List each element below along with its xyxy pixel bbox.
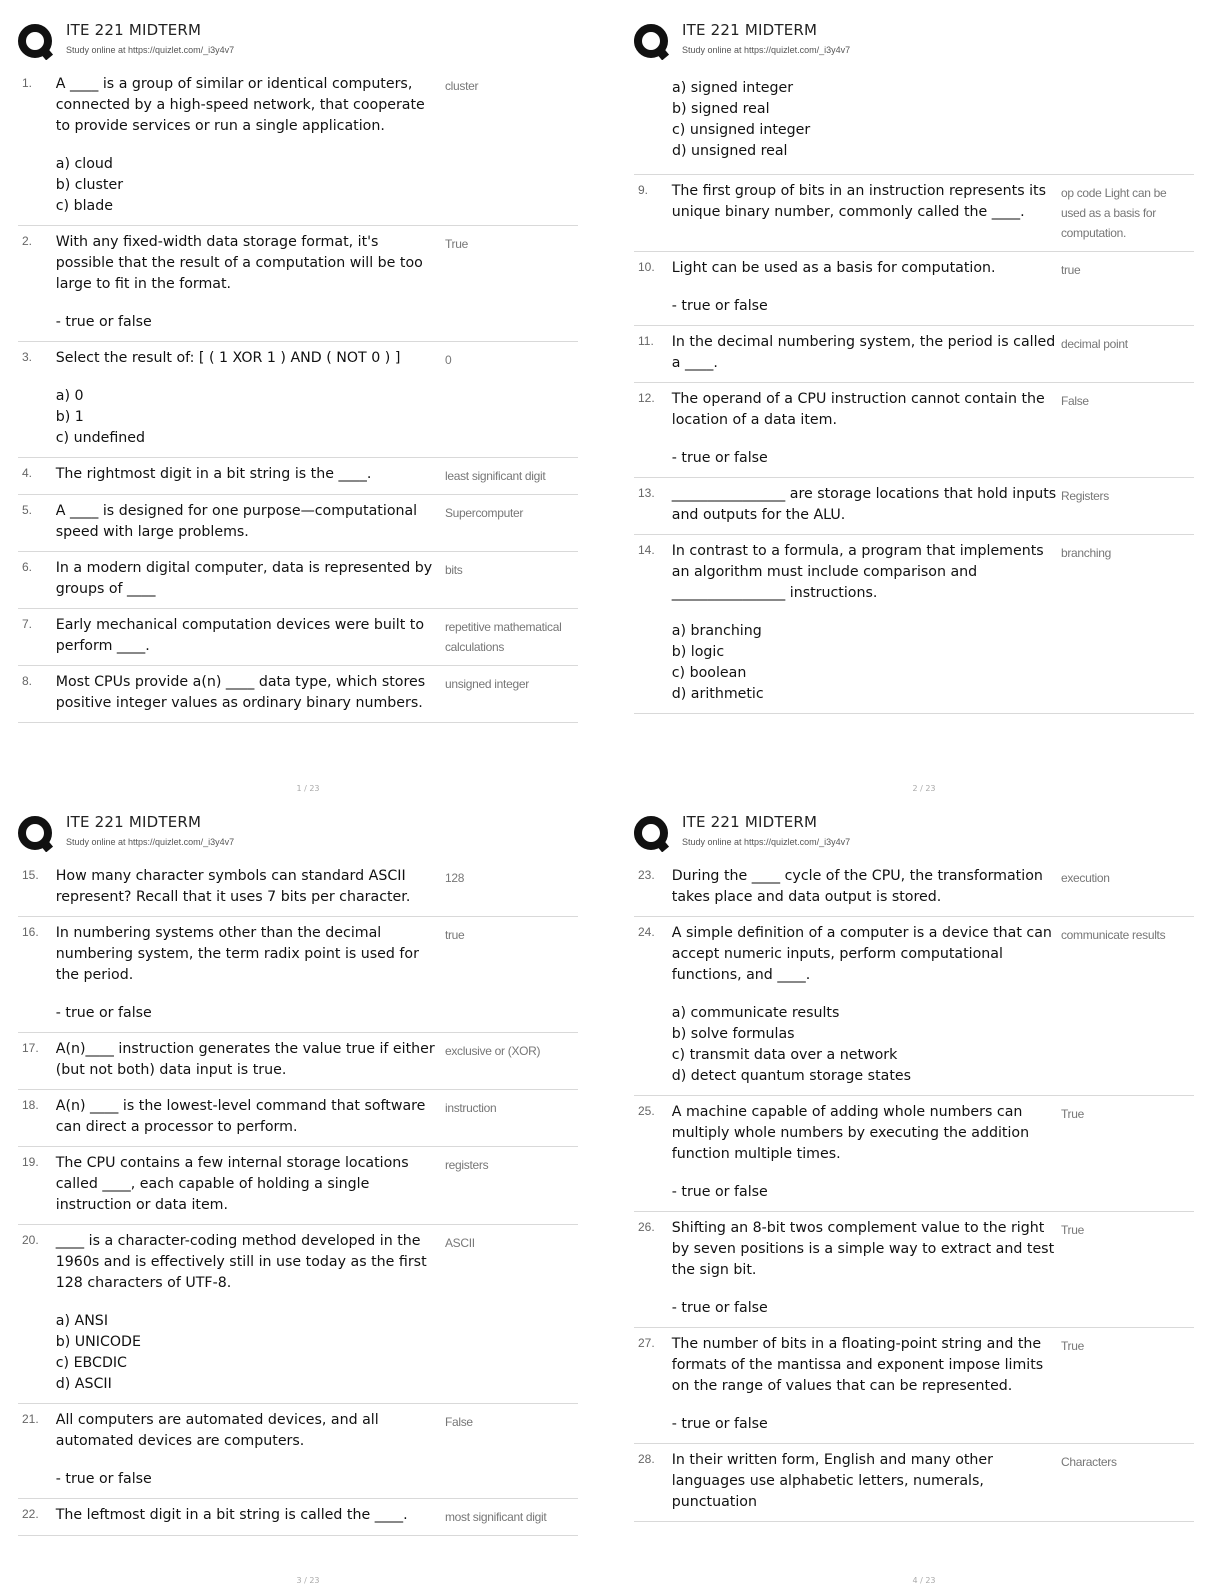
question-text: The operand of a CPU instruction cannot contain the location of a data item. (671, 391, 1045, 428)
answer-option: - true or false (55, 1471, 152, 1487)
question-row (18, 1225, 578, 1404)
answer-option: c) transmit data over a network (671, 1047, 898, 1063)
page-number: 3 / 23 (296, 1576, 320, 1585)
question-body (672, 1450, 1057, 1513)
question-row (18, 68, 578, 226)
answer-option: b) cluster (55, 177, 124, 193)
answer-options (672, 448, 1057, 469)
question-number: 9. (638, 183, 649, 197)
question-row (18, 666, 578, 723)
question-list (634, 860, 1194, 1522)
question-number: 15. (22, 868, 39, 882)
question-number: 4. (22, 466, 33, 480)
answer-option: - true or false (671, 1184, 768, 1200)
question-text: The rightmost digit in a bit string is the ____. (55, 466, 372, 482)
answer-text: bits (444, 563, 463, 577)
answer-text: True (1060, 1339, 1084, 1353)
question-row (634, 917, 1194, 1096)
answer-option: b) signed real (672, 101, 770, 117)
document-page (634, 810, 1214, 1585)
question-number: 7. (22, 617, 33, 631)
quizlet-logo-icon (634, 24, 670, 60)
question-row (18, 342, 578, 458)
question-number: 8. (22, 674, 33, 688)
question-text: In numbering systems other than the decimal numbering system, the term radix point is used for the period. (55, 925, 419, 983)
page-number: 1 / 23 (296, 784, 320, 793)
question-row (18, 609, 578, 666)
answer-text: 0 (444, 353, 452, 367)
quizlet-logo-icon (18, 24, 54, 60)
question-body (672, 923, 1057, 1087)
question-number: 20. (22, 1233, 39, 1247)
question-text: Most CPUs provide a(n) ____ data type, which stores positive integer values as ordinary binary numbers. (55, 674, 426, 711)
answer-option: a) cloud (55, 156, 113, 172)
question-text: ________________ are storage locations that hold inputs and outputs for the ALU. (671, 486, 1057, 523)
question-body (56, 464, 441, 486)
question-body (672, 1102, 1057, 1203)
question-body (56, 74, 441, 217)
page-header (18, 810, 598, 860)
page-number: 2 / 23 (912, 784, 936, 793)
question-body (56, 672, 441, 714)
question-number: 25. (638, 1104, 655, 1118)
answer-text: False (444, 1415, 473, 1429)
answer-text: exclusive or (XOR) (444, 1044, 541, 1058)
answer-text: Registers (1060, 489, 1109, 503)
question-body (672, 258, 1057, 317)
answer-option: a) ANSI (55, 1313, 108, 1329)
answer-option: b) UNICODE (55, 1334, 141, 1350)
question-number: 18. (22, 1098, 39, 1112)
question-number: 24. (638, 925, 655, 939)
question-row (18, 1499, 578, 1536)
question-text: A(n) ____ is the lowest-level command that software can direct a processor to perform. (55, 1098, 426, 1135)
question-text: The number of bits in a floating-point string and the formats of the mantissa and exponent impose limits on the range of values that can be represented. (671, 1336, 1044, 1394)
document-page (634, 18, 1214, 793)
question-body (56, 558, 441, 600)
question-body (672, 484, 1057, 526)
answer-options (672, 621, 1057, 705)
question-text: A(n)____ instruction generates the value true if either (but not both) data input is true. (55, 1041, 435, 1078)
question-number: 28. (638, 1452, 655, 1466)
question-list (18, 68, 578, 723)
question-text: The first group of bits in an instruction represents its unique binary number, commonly called the ____. (671, 183, 1047, 220)
question-number: 16. (22, 925, 39, 939)
answer-option: a) communicate results (671, 1005, 840, 1021)
answer-option: d) unsigned real (672, 143, 788, 159)
document-title: ITE 221 MIDTERM (682, 813, 818, 831)
question-number: 14. (638, 543, 655, 557)
answer-text: true (1060, 263, 1081, 277)
question-row (634, 175, 1194, 252)
answer-options (672, 1414, 1057, 1435)
question-text: During the ____ cycle of the CPU, the transformation takes place and data output is stored. (671, 868, 1043, 905)
answer-text: True (1060, 1223, 1084, 1237)
question-body (672, 1218, 1057, 1319)
question-body (672, 541, 1057, 705)
question-number: 26. (638, 1220, 655, 1234)
answer-options (56, 154, 441, 217)
question-body (56, 923, 441, 1024)
question-body (56, 501, 441, 543)
answer-text: communicate results (1060, 928, 1166, 942)
answer-text: Supercomputer (444, 506, 524, 520)
answer-text: decimal point (1060, 337, 1128, 351)
document-title: ITE 221 MIDTERM (66, 813, 202, 831)
page-header (634, 810, 1214, 860)
question-number: 10. (638, 260, 655, 274)
question-text: In the decimal numbering system, the period is called a ____. (671, 334, 1056, 371)
answer-text: op code Light can be used as a basis for computation. (1060, 186, 1167, 240)
answer-option: - true or false (671, 298, 768, 314)
answer-options (672, 1182, 1057, 1203)
quizlet-logo-icon (18, 816, 54, 852)
question-body (56, 866, 441, 908)
question-body (56, 1231, 441, 1395)
study-link[interactable]: Study online at https://quizlet.com/_i3y4v7 (682, 45, 851, 55)
question-text: Shifting an 8-bit twos complement value to the right by seven positions is a simple way to extract and test the sign bit. (671, 1220, 1055, 1278)
question-row (18, 860, 578, 917)
answer-text: repetitive mathematical calculations (444, 620, 562, 654)
question-body (56, 232, 441, 333)
question-body (56, 1505, 441, 1527)
answer-text: Characters (1060, 1455, 1117, 1469)
answer-options (672, 1298, 1057, 1319)
question-text: In contrast to a formula, a program that implements an algorithm must include comparison and ________________ instructions. (671, 543, 1044, 601)
answer-options (672, 296, 1057, 317)
answer-text: False (1060, 394, 1089, 408)
answer-options (672, 1003, 1057, 1087)
answer-text: 128 (444, 871, 465, 885)
answer-text: execution (1060, 871, 1110, 885)
question-text: Light can be used as a basis for computation. (671, 260, 996, 276)
answer-option: - true or false (671, 450, 768, 466)
answer-text: cluster (444, 79, 479, 93)
answer-text: most significant digit (444, 1510, 547, 1524)
question-row (18, 1090, 578, 1147)
question-number: 21. (22, 1412, 39, 1426)
document-page (18, 810, 598, 1585)
question-row (18, 495, 578, 552)
answer-option: c) blade (55, 198, 113, 214)
question-row (634, 1444, 1194, 1522)
document-page (18, 18, 598, 793)
answer-option: b) solve formulas (671, 1026, 795, 1042)
question-row (634, 1096, 1194, 1212)
answer-text: registers (444, 1158, 489, 1172)
question-text: A simple definition of a computer is a device that can accept numeric inputs, perform computational functions, and ____. (671, 925, 1052, 983)
question-text: All computers are automated devices, and all automated devices are computers. (55, 1412, 379, 1449)
question-text: A ____ is a group of similar or identical computers, connected by a high-speed network, that cooperate to provide services or run a single application. (55, 76, 425, 134)
question-number: 22. (22, 1507, 39, 1521)
question-number: 5. (22, 503, 33, 517)
answer-option: d) arithmetic (671, 686, 764, 702)
answer-option: - true or false (55, 314, 152, 330)
question-row (634, 860, 1194, 917)
answer-text: unsigned integer (444, 677, 529, 691)
question-row (18, 552, 578, 609)
question-body (672, 332, 1057, 374)
answer-option: - true or false (55, 1005, 152, 1021)
question-number: 6. (22, 560, 33, 574)
question-row (18, 1147, 578, 1225)
question-body (56, 1039, 441, 1081)
answer-option: d) detect quantum storage states (671, 1068, 912, 1084)
answer-option: c) unsigned integer (672, 122, 811, 138)
question-row (634, 1212, 1194, 1328)
page-header (18, 18, 598, 68)
quizlet-logo-icon (634, 816, 670, 852)
answer-text: ASCII (444, 1236, 475, 1250)
question-text: With any fixed-width data storage format, it's possible that the result of a computation will be too large to fit in the format. (55, 234, 423, 292)
question-row (18, 1404, 578, 1499)
question-number: 11. (638, 334, 654, 348)
answer-options (56, 386, 441, 449)
question-row (634, 383, 1194, 478)
answer-text: branching (1060, 546, 1111, 560)
question-number: 1. (22, 76, 33, 90)
question-text: A machine capable of adding whole numbers can multiply whole numbers by executing the addition function multiple times. (671, 1104, 1030, 1162)
question-body (56, 615, 441, 657)
question-number: 23. (638, 868, 655, 882)
question-row (18, 1033, 578, 1090)
answer-option: b) 1 (55, 409, 84, 425)
answer-option: a) signed integer (672, 80, 794, 96)
question-body (672, 181, 1057, 243)
answer-text: true (444, 928, 465, 942)
question-text: In a modern digital computer, data is represented by groups of ____ (55, 560, 433, 597)
question-body (56, 348, 441, 449)
question-list (634, 68, 1194, 714)
question-row (18, 917, 578, 1033)
question-text: How many character symbols can standard ASCII represent? Recall that it uses 7 bits per character. (55, 868, 411, 905)
answer-options (56, 1469, 441, 1490)
question-number: 3. (22, 350, 33, 364)
question-number: 2. (22, 234, 33, 248)
study-link[interactable]: Study online at https://quizlet.com/_i3y4v7 (682, 837, 851, 847)
question-row (634, 478, 1194, 535)
question-row (18, 226, 578, 342)
page-number: 4 / 23 (912, 1576, 936, 1585)
question-body (56, 1153, 441, 1216)
answer-option: b) logic (671, 644, 725, 660)
question-number: 12. (638, 391, 655, 405)
question-body (56, 1096, 441, 1138)
answer-option: c) boolean (671, 665, 747, 681)
page-header (634, 18, 1214, 68)
answer-option: a) branching (671, 623, 762, 639)
continued-options (634, 68, 1194, 175)
question-text: Select the result of: [ ( 1 XOR 1 ) AND ( NOT 0 ) ] (55, 350, 401, 366)
answer-options (56, 1003, 441, 1024)
answer-option: c) EBCDIC (55, 1355, 127, 1371)
question-text: The leftmost digit in a bit string is called the ____. (55, 1507, 408, 1523)
answer-option: a) 0 (55, 388, 84, 404)
question-row (634, 535, 1194, 714)
question-body (672, 389, 1057, 469)
question-row (634, 252, 1194, 326)
question-body (672, 866, 1057, 908)
question-text: A ____ is designed for one purpose—computational speed with large problems. (55, 503, 418, 540)
question-text: The CPU contains a few internal storage locations called ____, each capable of holding a single instruction or data item. (55, 1155, 409, 1213)
question-list (18, 860, 578, 1536)
question-text: In their written form, English and many other languages use alphabetic letters, numerals, punctuation (671, 1452, 993, 1510)
question-body (672, 1334, 1057, 1435)
answer-option: - true or false (671, 1300, 768, 1316)
answer-options (56, 1311, 441, 1395)
answer-text: True (444, 237, 468, 251)
question-number: 27. (638, 1336, 655, 1350)
answer-option: d) ASCII (55, 1376, 112, 1392)
document-title: ITE 221 MIDTERM (66, 21, 202, 39)
answer-text: True (1060, 1107, 1084, 1121)
answer-text: instruction (444, 1101, 497, 1115)
question-number: 19. (22, 1155, 39, 1169)
question-text: ____ is a character-coding method developed in the 1960s and is effectively still in use today as the first 128 characters of UTF-8. (55, 1233, 427, 1291)
study-link[interactable]: Study online at https://quizlet.com/_i3y4v7 (66, 45, 235, 55)
question-row (18, 458, 578, 495)
question-row (634, 1328, 1194, 1444)
study-link[interactable]: Study online at https://quizlet.com/_i3y4v7 (66, 837, 235, 847)
answer-option: c) undefined (55, 430, 145, 446)
document-title: ITE 221 MIDTERM (682, 21, 818, 39)
answer-option: - true or false (671, 1416, 768, 1432)
question-body (56, 1410, 441, 1490)
question-number: 17. (22, 1041, 39, 1055)
answer-text: least significant digit (444, 469, 546, 483)
question-row (634, 326, 1194, 383)
question-number: 13. (638, 486, 655, 500)
question-text: Early mechanical computation devices were built to perform ____. (55, 617, 425, 654)
answer-options (56, 312, 441, 333)
